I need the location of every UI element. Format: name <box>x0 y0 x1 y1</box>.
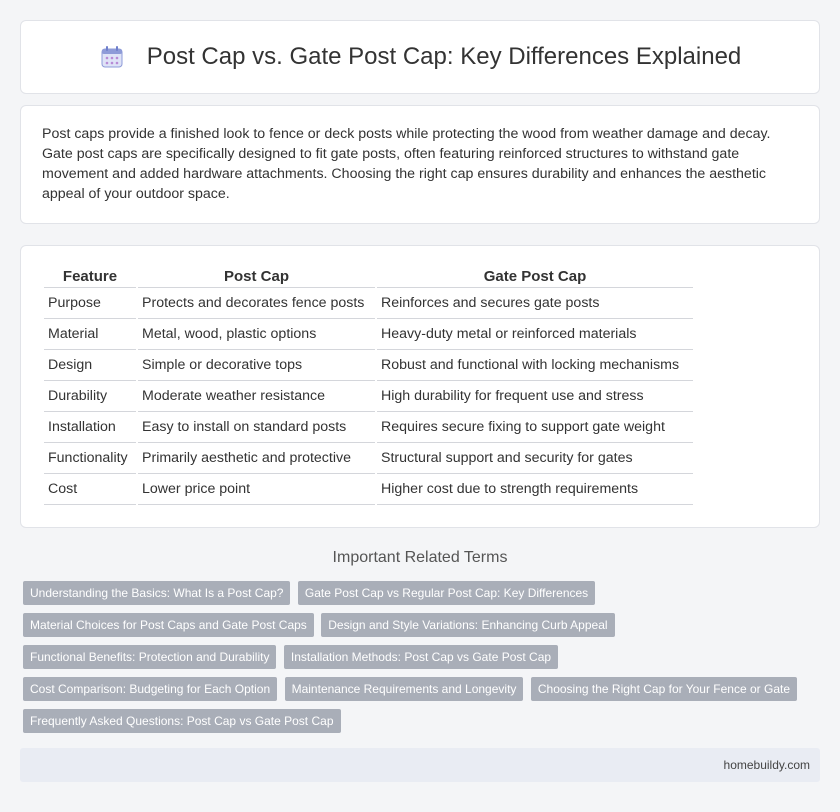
row-gate-post-cap: Reinforces and secures gate posts <box>377 288 693 319</box>
related-terms-title: Important Related Terms <box>332 549 508 566</box>
comparison-table <box>42 264 695 505</box>
header-gate-post-cap: Gate Post Cap <box>377 264 693 288</box>
row-gate-post-cap: Higher cost due to strength requirements <box>377 474 693 505</box>
footer <box>20 748 820 782</box>
row-post-cap: Moderate weather resistance <box>138 381 375 412</box>
related-term-link[interactable]: Installation Methods: Post Cap vs Gate Post Cap <box>284 645 558 669</box>
table-row <box>44 474 693 505</box>
related-term-link[interactable]: Functional Benefits: Protection and Durability <box>23 645 276 669</box>
table-row <box>44 319 693 350</box>
row-post-cap: Primarily aesthetic and protective <box>138 443 375 474</box>
header-feature: Feature <box>44 264 136 288</box>
comparison-table-card <box>20 245 820 528</box>
intro-paragraph: Post caps provide a finished look to fence or deck posts while protecting the wood from weather damage and decay. Gate post caps are specifically designed to fit gate posts, often featuring reinforced structures to withstand gate movement and added hardware attachments. Choosing the right cap ensures durability and enhances the aesthetic appeal of your outdoor space. <box>42 126 771 202</box>
related-term-link[interactable]: Material Choices for Post Caps and Gate Post Caps <box>23 613 314 637</box>
calendar-icon <box>99 44 125 70</box>
related-term-link[interactable]: Understanding the Basics: What Is a Post Cap? <box>23 581 290 605</box>
related-term-link[interactable]: Choosing the Right Cap for Your Fence or Gate <box>531 677 797 701</box>
header-post-cap: Post Cap <box>138 264 375 288</box>
row-post-cap: Easy to install on standard posts <box>138 412 375 443</box>
row-feature: Design <box>44 350 136 381</box>
table-row <box>44 412 693 443</box>
related-term-link[interactable]: Maintenance Requirements and Longevity <box>285 677 524 701</box>
page-title: Post Cap vs. Gate Post Cap: Key Differences Explained <box>146 43 742 70</box>
header-card <box>20 20 820 94</box>
table-header-row <box>44 264 693 288</box>
related-term-link[interactable]: Design and Style Variations: Enhancing Curb Appeal <box>321 613 614 637</box>
row-gate-post-cap: Structural support and security for gates <box>377 443 693 474</box>
related-term-link[interactable]: Gate Post Cap vs Regular Post Cap: Key Differences <box>298 581 595 605</box>
row-gate-post-cap: High durability for frequent use and stress <box>377 381 693 412</box>
row-post-cap: Metal, wood, plastic options <box>138 319 375 350</box>
row-post-cap: Protects and decorates fence posts <box>138 288 375 319</box>
related-terms-list <box>23 581 823 741</box>
row-feature: Functionality <box>44 443 136 474</box>
table-row <box>44 288 693 319</box>
row-post-cap: Lower price point <box>138 474 375 505</box>
related-term-link[interactable]: Frequently Asked Questions: Post Cap vs Gate Post Cap <box>23 709 341 733</box>
row-feature: Purpose <box>44 288 136 319</box>
row-feature: Material <box>44 319 136 350</box>
intro-card <box>20 105 820 224</box>
table-row <box>44 350 693 381</box>
table-row <box>44 381 693 412</box>
row-post-cap: Simple or decorative tops <box>138 350 375 381</box>
row-gate-post-cap: Heavy-duty metal or reinforced materials <box>377 319 693 350</box>
row-gate-post-cap: Robust and functional with locking mechanisms <box>377 350 693 381</box>
table-row <box>44 443 693 474</box>
row-feature: Installation <box>44 412 136 443</box>
related-term-link[interactable]: Cost Comparison: Budgeting for Each Option <box>23 677 277 701</box>
footer-site[interactable]: homebuildy.com <box>723 758 810 772</box>
row-gate-post-cap: Requires secure fixing to support gate weight <box>377 412 693 443</box>
row-feature: Durability <box>44 381 136 412</box>
row-feature: Cost <box>44 474 136 505</box>
